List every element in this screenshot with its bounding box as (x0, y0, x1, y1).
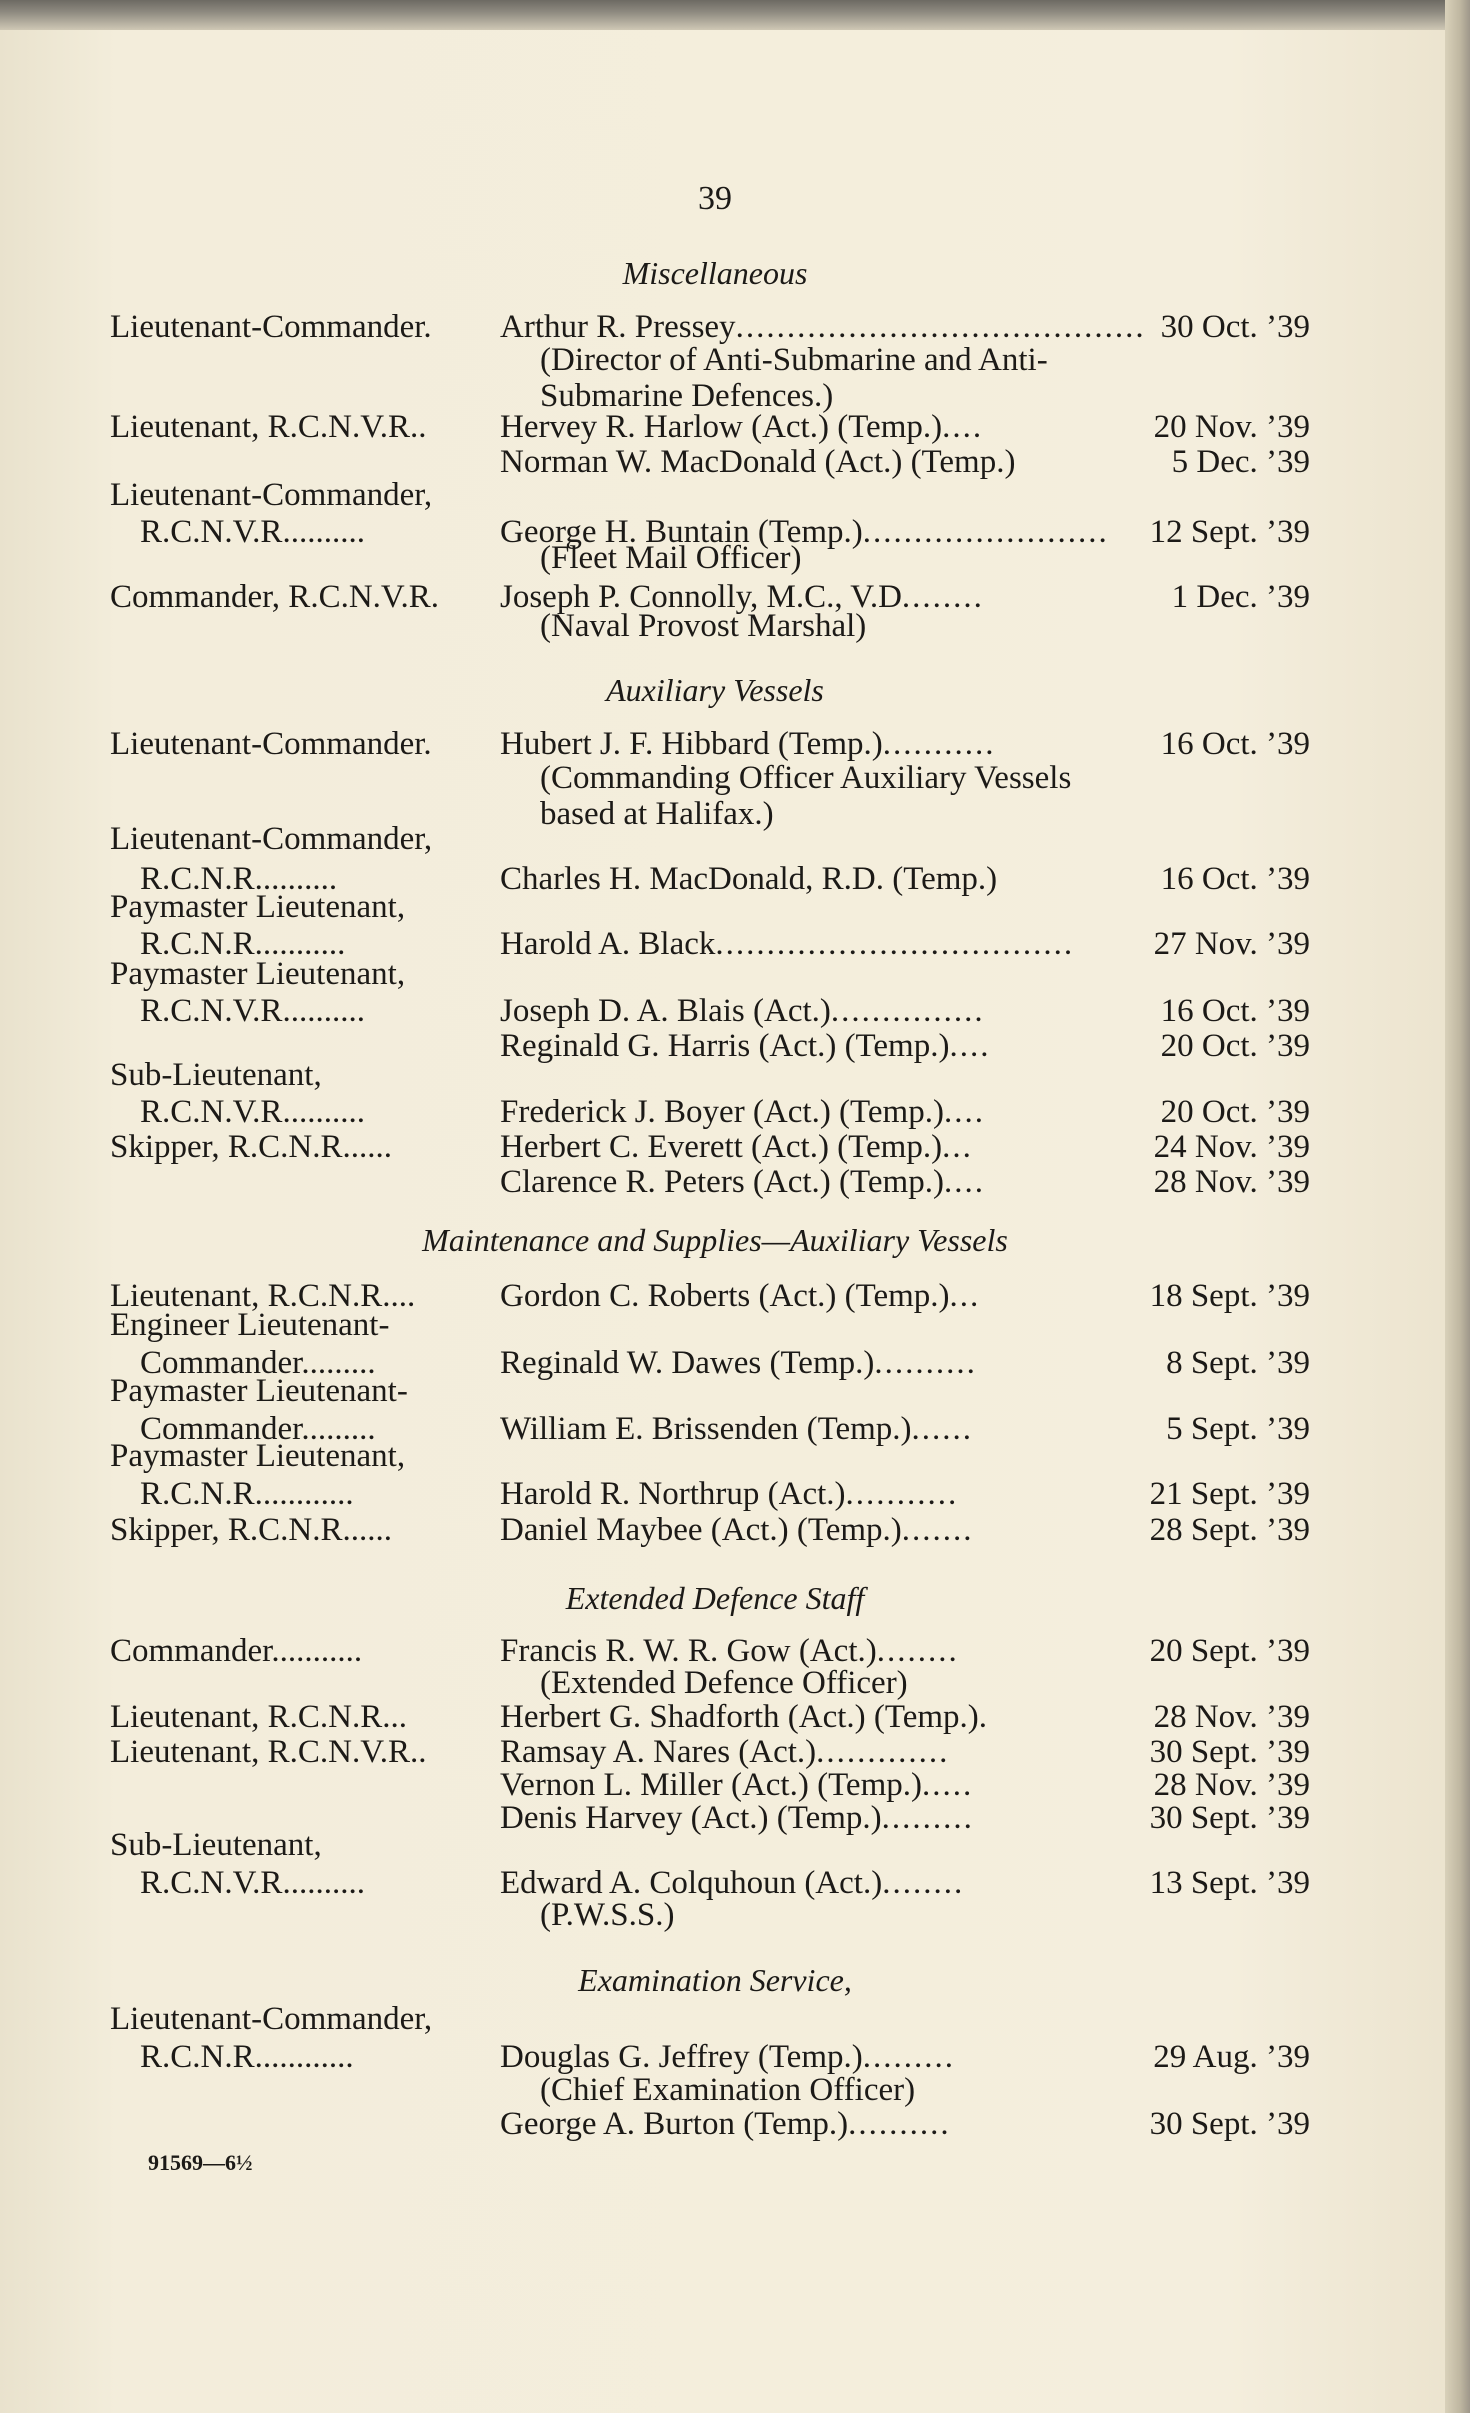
entry-date: 8 Sept. ’39 (1166, 1345, 1310, 1381)
rank-heading: Lieutenant-Commander, (110, 477, 433, 513)
list-entry (0, 1698, 1430, 1736)
list-entry (0, 1475, 1430, 1513)
entry-name: Vernon L. Miller (Act.) (Temp.)..... (500, 1767, 974, 1803)
rank-heading: Paymaster Lieutenant- (110, 1373, 408, 1409)
entry-rank: R.C.N.R............ (140, 2039, 354, 2075)
entry-name: Norman W. MacDonald (Act.) (Temp.) (500, 444, 1016, 480)
entry-rank: R.C.N.V.R.......... (140, 993, 365, 1029)
entry-name: Joseph D. A. Blais (Act.)............... (500, 993, 985, 1029)
entry-date: 16 Oct. ’39 (1160, 726, 1310, 762)
entry-name: Harold A. Black................................... (500, 926, 1075, 962)
entry-name: George H. Buntain (Temp.)........................ (500, 514, 1109, 550)
rank-heading: Engineer Lieutenant- (110, 1307, 390, 1343)
entry-rank: Lieutenant-Commander. (110, 309, 432, 345)
list-entry (0, 1128, 1430, 1166)
entry-rank: Lieutenant, R.C.N.R... (110, 1699, 407, 1735)
entry-name: Harold R. Northrup (Act.)........... (500, 1476, 959, 1512)
rank-heading: Lieutenant-Commander, (110, 2001, 433, 2037)
entry-rank: Lieutenant, R.C.N.V.R.. (110, 1734, 427, 1770)
entry-name: Gordon C. Roberts (Act.) (Temp.)... (500, 1278, 981, 1314)
entry-rank: Skipper, R.C.N.R...... (110, 1129, 392, 1165)
entry-note: (Commanding Officer Auxiliary Vessels based at Halifax.) (540, 760, 1072, 832)
entry-name: Francis R. W. R. Gow (Act.)........ (500, 1633, 959, 1669)
print-code: 91569—6½ (148, 2150, 253, 2175)
entry-rank: Commander........... (110, 1633, 363, 1669)
entry-date: 13 Sept. ’39 (1149, 1865, 1310, 1901)
entry-date: 28 Sept. ’39 (1149, 1512, 1310, 1548)
entry-name: Daniel Maybee (Act.) (Temp.)....... (500, 1512, 974, 1548)
entry-date: 5 Sept. ’39 (1166, 1411, 1310, 1447)
list-entry (0, 2105, 1430, 2143)
entry-name: Arthur R. Pressey........................................ (500, 309, 1146, 345)
entry-date: 28 Nov. ’39 (1153, 1164, 1310, 1200)
entry-date: 24 Nov. ’39 (1153, 1129, 1310, 1165)
entry-name: Denis Harvey (Act.) (Temp.)......... (500, 1800, 974, 1836)
entry-name: Edward A. Colquhoun (Act.)........ (500, 1865, 965, 1901)
entry-rank: R.C.N.R............ (140, 1476, 354, 1512)
page-top-edge (0, 0, 1470, 30)
entry-date: 20 Oct. ’39 (1160, 1028, 1310, 1064)
entry-date: 20 Nov. ’39 (1153, 409, 1310, 445)
rank-heading: Paymaster Lieutenant, (110, 889, 406, 925)
entry-rank: Lieutenant, R.C.N.R.... (110, 1278, 416, 1314)
entry-date: 16 Oct. ’39 (1160, 993, 1310, 1029)
entry-date: 28 Nov. ’39 (1153, 1699, 1310, 1735)
entry-date: 16 Oct. ’39 (1160, 861, 1310, 897)
entry-date: 1 Dec. ’39 (1171, 579, 1310, 615)
entry-date: 12 Sept. ’39 (1149, 514, 1310, 550)
entry-date: 20 Sept. ’39 (1149, 1633, 1310, 1669)
page-number: 39 (698, 180, 732, 217)
entry-rank: Lieutenant, R.C.N.V.R.. (110, 409, 427, 445)
entry-rank: Skipper, R.C.N.R...... (110, 1512, 392, 1548)
entry-note: (Fleet Mail Officer) (540, 540, 802, 576)
list-entry (0, 1163, 1430, 1201)
rank-heading: Lieutenant-Commander, (110, 821, 433, 857)
entry-rank: Commander, R.C.N.V.R. (110, 579, 440, 615)
list-entry (0, 992, 1430, 1030)
section-heading: Examination Service, (578, 1962, 852, 1998)
entry-name: George A. Burton (Temp.).......... (500, 2106, 951, 2142)
rank-heading: Paymaster Lieutenant, (110, 1438, 406, 1474)
entry-name: Hubert J. F. Hibbard (Temp.)........... (500, 726, 996, 762)
entry-name: Douglas G. Jeffrey (Temp.)......... (500, 2039, 955, 2075)
entry-date: 20 Oct. ’39 (1160, 1094, 1310, 1130)
entry-name: Joseph P. Connolly, M.C., V.D........ (500, 579, 984, 615)
entry-date: 29 Aug. ’39 (1153, 2039, 1310, 2075)
rank-heading: Sub-Lieutenant, (110, 1057, 322, 1093)
list-entry (0, 308, 1430, 346)
list-entry (0, 725, 1430, 763)
entry-date: 28 Nov. ’39 (1153, 1767, 1310, 1803)
entry-rank: Lieutenant-Commander. (110, 726, 432, 762)
entry-rank: Commander......... (140, 1345, 376, 1381)
entry-rank: R.C.N.V.R.......... (140, 1865, 365, 1901)
entry-name: Frederick J. Boyer (Act.) (Temp.).... (500, 1094, 985, 1130)
list-entry (0, 1511, 1430, 1549)
entry-name: William E. Brissenden (Temp.)...... (500, 1411, 974, 1447)
rank-heading: Paymaster Lieutenant, (110, 956, 406, 992)
entry-rank: R.C.N.V.R.......... (140, 1094, 365, 1130)
entry-name: Charles H. MacDonald, R.D. (Temp.) (500, 861, 998, 897)
entry-note: (Extended Defence Officer) (540, 1665, 908, 1701)
entry-date: 30 Oct. ’39 (1160, 309, 1310, 345)
entry-date: 5 Dec. ’39 (1171, 444, 1310, 480)
section-heading: Maintenance and Supplies—Auxiliary Vessels (422, 1222, 1008, 1258)
entry-note: (Director of Anti-Submarine and Anti-Submarine Defences.) (540, 342, 1048, 414)
entry-rank: R.C.N.R........... (140, 926, 346, 962)
list-entry (0, 2038, 1430, 2076)
entry-date: 30 Sept. ’39 (1149, 1800, 1310, 1836)
entry-name: Herbert C. Everett (Act.) (Temp.)... (500, 1129, 973, 1165)
entry-note: (Chief Examination Officer) (540, 2072, 916, 2108)
section-heading: Auxiliary Vessels (606, 672, 824, 708)
list-entry (0, 408, 1430, 446)
entry-name: Reginald G. Harris (Act.) (Temp.).... (500, 1028, 991, 1064)
entry-name: Ramsay A. Nares (Act.)............. (500, 1734, 950, 1770)
list-entry (0, 1093, 1430, 1131)
entry-note: (Naval Provost Marshal) (540, 608, 867, 644)
entry-rank: Commander......... (140, 1411, 376, 1447)
entry-rank: R.C.N.V.R.......... (140, 514, 365, 550)
section-heading: Extended Defence Staff (565, 1580, 865, 1616)
entry-date: 30 Sept. ’39 (1149, 2106, 1310, 2142)
entry-name: Reginald W. Dawes (Temp.).......... (500, 1345, 977, 1381)
section-heading: Miscellaneous (622, 255, 808, 291)
rank-heading: Sub-Lieutenant, (110, 1827, 322, 1863)
page-right-edge (1445, 0, 1470, 2413)
entry-name: Hervey R. Harlow (Act.) (Temp.).... (500, 409, 984, 445)
entry-name: Clarence R. Peters (Act.) (Temp.).... (500, 1164, 985, 1200)
entry-date: 18 Sept. ’39 (1149, 1278, 1310, 1314)
entry-note: (P.W.S.S.) (540, 1897, 675, 1933)
entry-date: 30 Sept. ’39 (1149, 1734, 1310, 1770)
entry-name: Herbert G. Shadforth (Act.) (Temp.). (500, 1699, 990, 1735)
entry-date: 21 Sept. ’39 (1149, 1476, 1310, 1512)
entry-date: 27 Nov. ’39 (1153, 926, 1310, 962)
entry-rank: R.C.N.R.......... (140, 861, 338, 897)
